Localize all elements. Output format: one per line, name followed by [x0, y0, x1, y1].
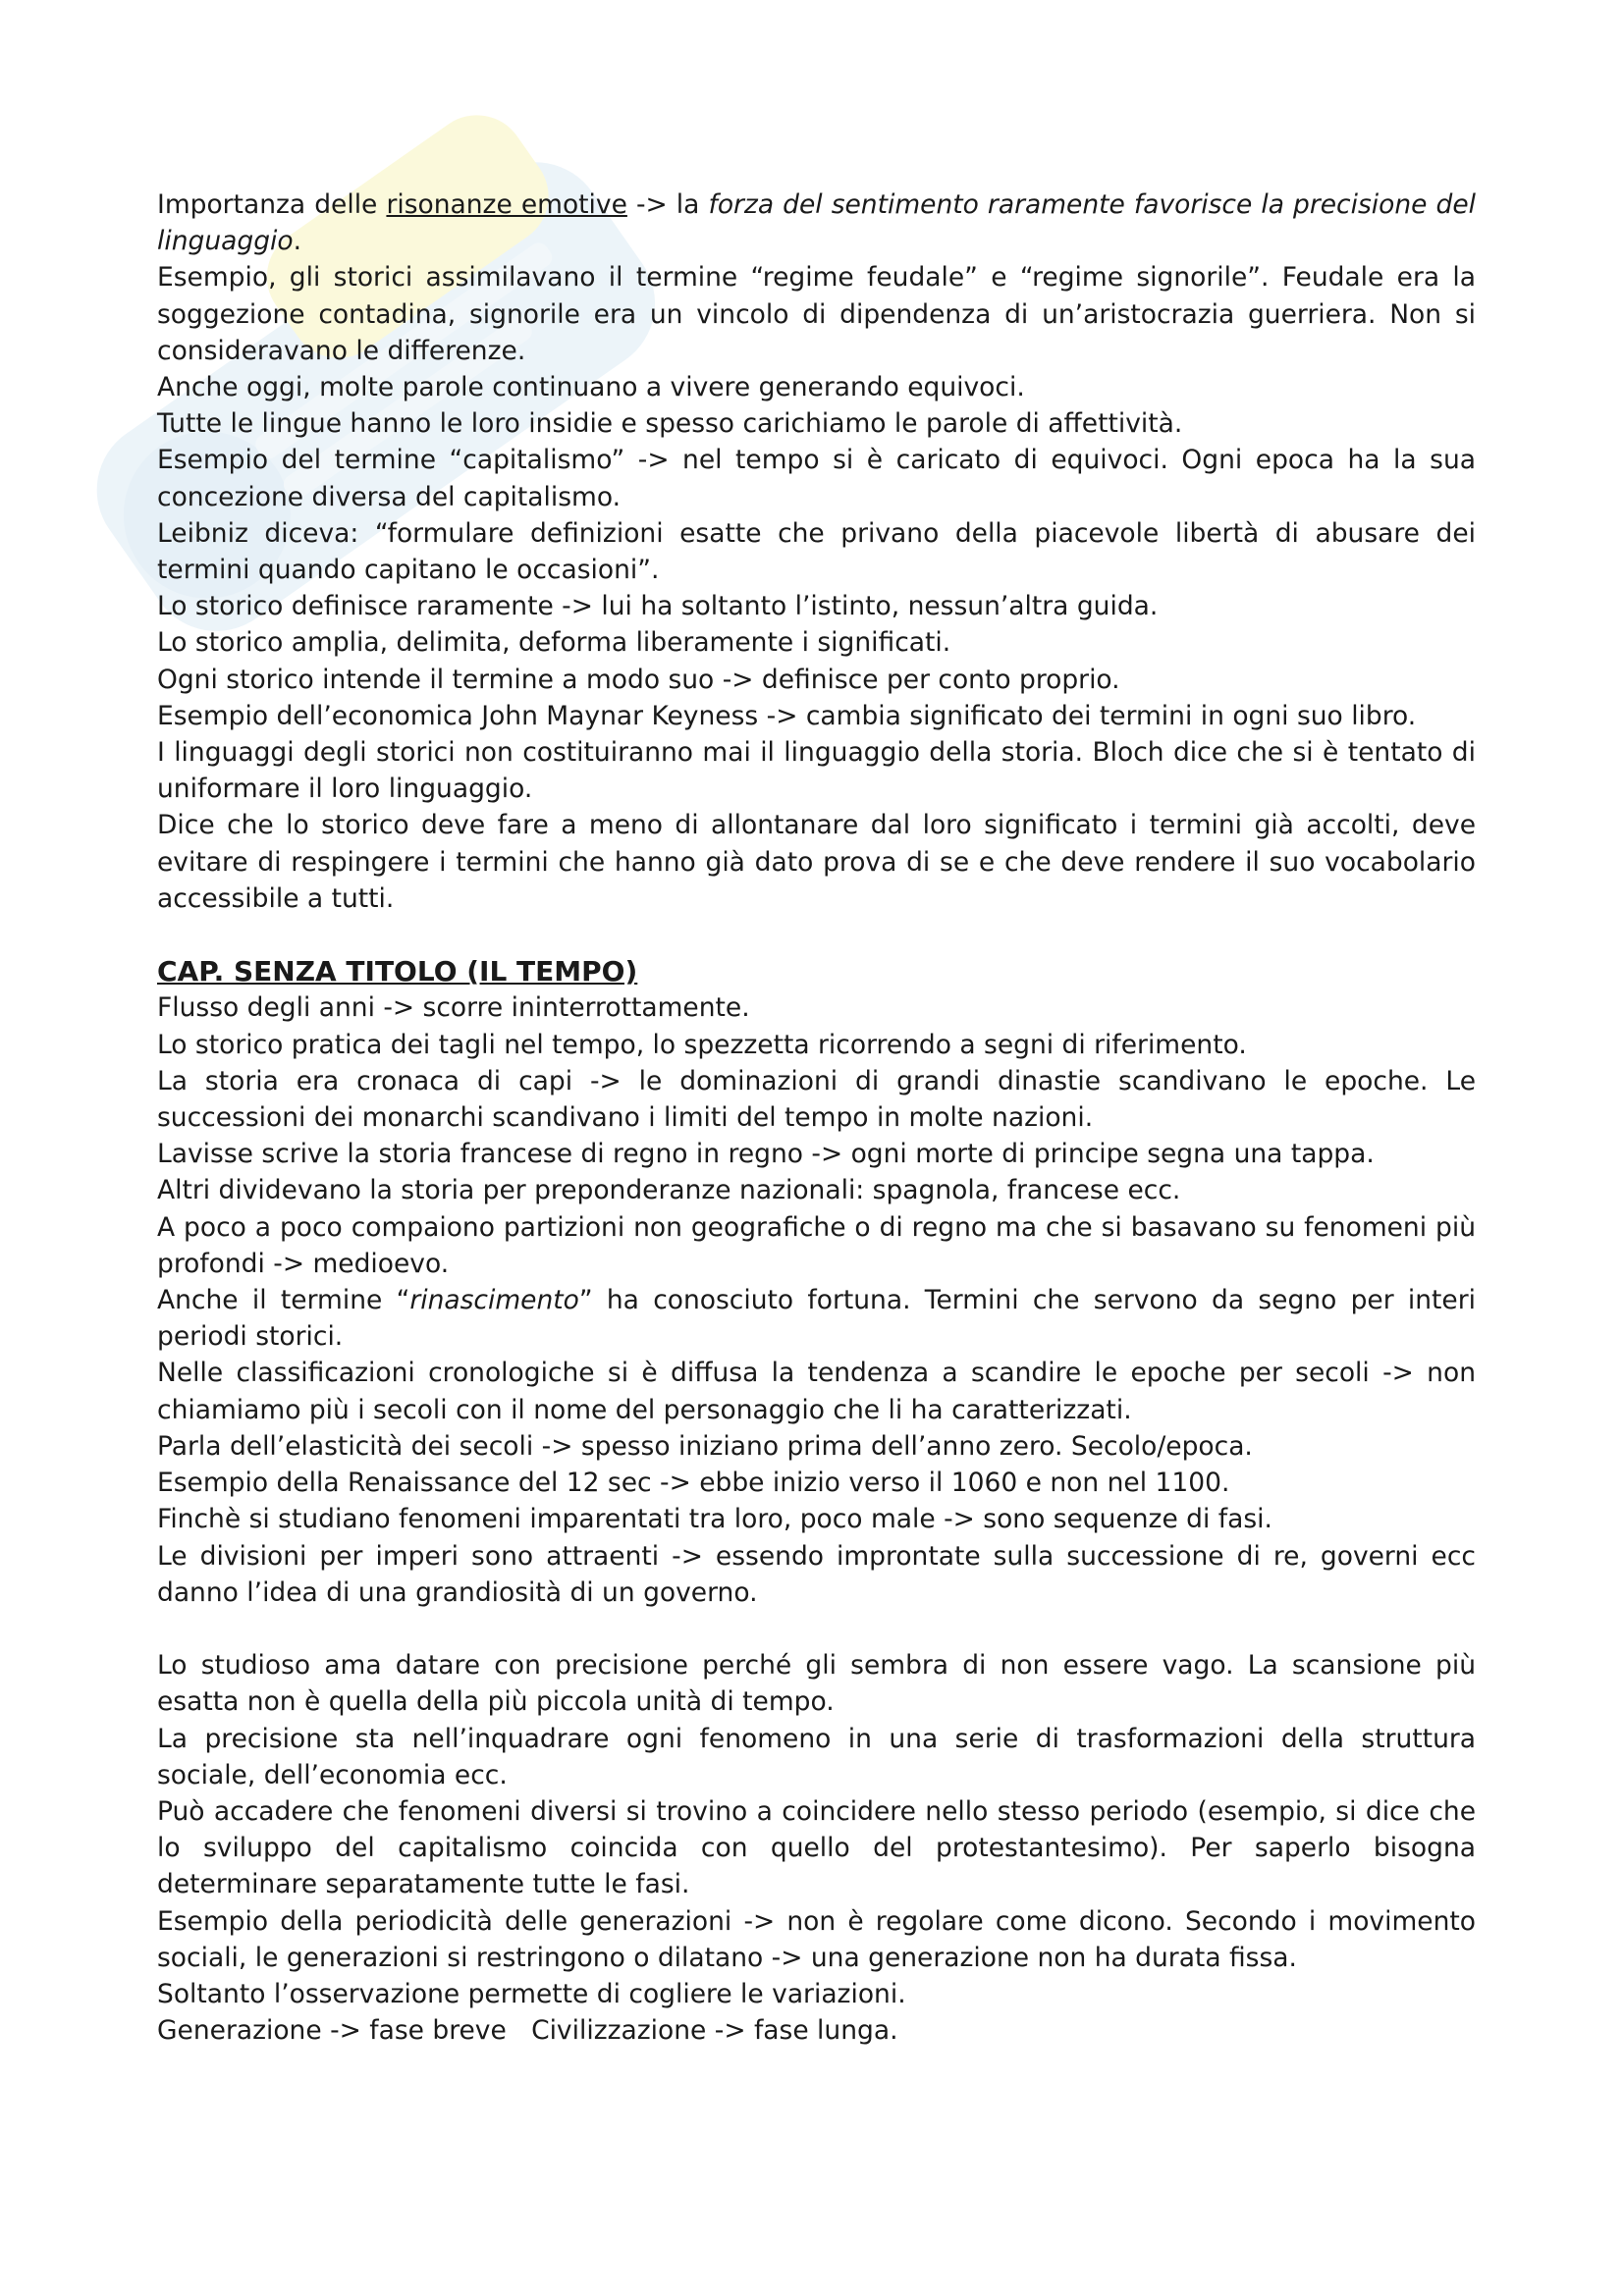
paragraph: Ogni storico intende il termine a modo suo -> definisce per conto proprio.: [157, 664, 1120, 695]
paragraph: Finchè si studiano fenomeni imparentati tra loro, poco male -> sono sequenze di fasi.: [157, 1504, 1272, 1535]
paragraph: Flusso degli anni -> scorre ininterrottamente.: [157, 992, 750, 1024]
paragraph: Tutte le lingue hanno le loro insidie e spesso carichiamo le parole di affettività.: [157, 408, 1183, 440]
paragraph: Importanza delle risonanze emotive -> la forza del sentimento raramente favorisce la precisione del linguaggio.: [157, 189, 1477, 257]
paragraph: Lo storico definisce raramente -> lui ha soltanto l’istinto, nessun’altra guida.: [157, 591, 1159, 622]
paragraph: Generazione -> fase breve Civilizzazione -> fase lunga.: [157, 2015, 898, 2047]
paragraph: Esempio, gli storici assimilavano il termine “regime feudale” e “regime signorile”. Feudale era la soggezione contadina, signorile era un vincolo di dipendenza di un’aristocrazia guerriera. Non si consideravano le differenze.: [157, 262, 1476, 366]
paragraph: I linguaggi degli storici non costituiranno mai il linguaggio della storia. Bloch dice che si è tentato di uniformare il loro linguaggio.: [157, 737, 1476, 805]
paragraph: Dice che lo storico deve fare a meno di allontanare dal loro significato i termini già accolti, deve evitare di respingere i termini che hanno già dato prova di se e che deve rendere il suo vocabolario accessibile a tutti.: [157, 810, 1476, 914]
paragraph: La precisione sta nell’inquadrare ogni fenomeno in una serie di trasformazioni della struttura sociale, dell’economia ecc.: [157, 1723, 1476, 1790]
paragraph: Lavisse scrive la storia francese di regno in regno -> ogni morte di principe segna una tappa.: [157, 1139, 1375, 1170]
paragraph: Leibniz diceva: “formulare definizioni esatte che privano della piacevole libertà di abusare dei termini quando capitano le occasioni”.: [157, 517, 1476, 586]
paragraph: Esempio della Renaissance del 12 sec -> ebbe inizio verso il 1060 e non nel 1100.: [157, 1468, 1230, 1499]
paragraph: Lo storico amplia, delimita, deforma liberamente i significati.: [157, 627, 951, 659]
paragraph: Esempio della periodicità delle generazioni -> non è regolare come dicono. Secondo i movimento sociali, le generazioni si restringono o dilatano -> una generazione non ha durata fissa.: [157, 1905, 1476, 1973]
paragraph: Parla dell’elasticità dei secoli -> spesso iniziano prima dell’anno zero. Secolo/epoca.: [157, 1430, 1253, 1462]
paragraph: Esempio del termine “capitalismo” -> nel tempo si è caricato di equivoci. Ogni epoca ha la sua concezione diversa del capitalismo.: [157, 445, 1476, 512]
paragraph: Altri dividevano la storia per preponderanze nazionali: spagnola, francese ecc.: [157, 1175, 1181, 1206]
paragraph: Nelle classificazioni cronologiche si è diffusa la tendenza a scandire le epoche per secoli -> non chiamiamo più i secoli con il nome del personaggio che li ha caratterizzati.: [157, 1358, 1476, 1425]
paragraph: Anche il termine “rinascimento” ha conosciuto fortuna. Termini che servono da segno per interi periodi storici.: [157, 1285, 1476, 1353]
paragraph: Le divisioni per imperi sono attraenti -> essendo improntate sulla successione di re, governi ecc danno l’idea di una grandiosità di un governo.: [157, 1540, 1476, 1608]
paragraph: A poco a poco compaiono partizioni non geografiche o di regno ma che si basavano su fenomeni più profondi -> medioevo.: [157, 1211, 1476, 1279]
section-heading: CAP. SENZA TITOLO (IL TEMPO): [157, 955, 638, 988]
paragraph: Esempio dell’economica John Maynar Keyness -> cambia significato dei termini in ogni suo libro.: [157, 700, 1417, 731]
paragraph: Soltanto l’osservazione permette di cogliere le variazioni.: [157, 1978, 906, 2009]
document-body: [157, 187, 1476, 2049]
paragraph: Lo studioso ama datare con precisione perché gli sembra di non essere vago. La scansione più esatta non è quella della più piccola unità di tempo.: [157, 1650, 1476, 1718]
paragraph: Può accadere che fenomeni diversi si trovino a coincidere nello stesso periodo (esempio, si dice che lo sviluppo del capitalismo coincida con quello del protestantesimo). Per saperlo bisogna determinare separatamente tutte le fasi.: [157, 1795, 1476, 1900]
paragraph: Anche oggi, molte parole continuano a vivere generando equivoci.: [157, 372, 1025, 403]
paragraph: Lo storico pratica dei tagli nel tempo, lo spezzetta ricorrendo a segni di riferimento.: [157, 1029, 1247, 1060]
paragraph: La storia era cronaca di capi -> le dominazioni di grandi dinastie scandivano le epoche. Le successioni dei monarchi scandivano i limiti del tempo in molte nazioni.: [157, 1065, 1476, 1134]
